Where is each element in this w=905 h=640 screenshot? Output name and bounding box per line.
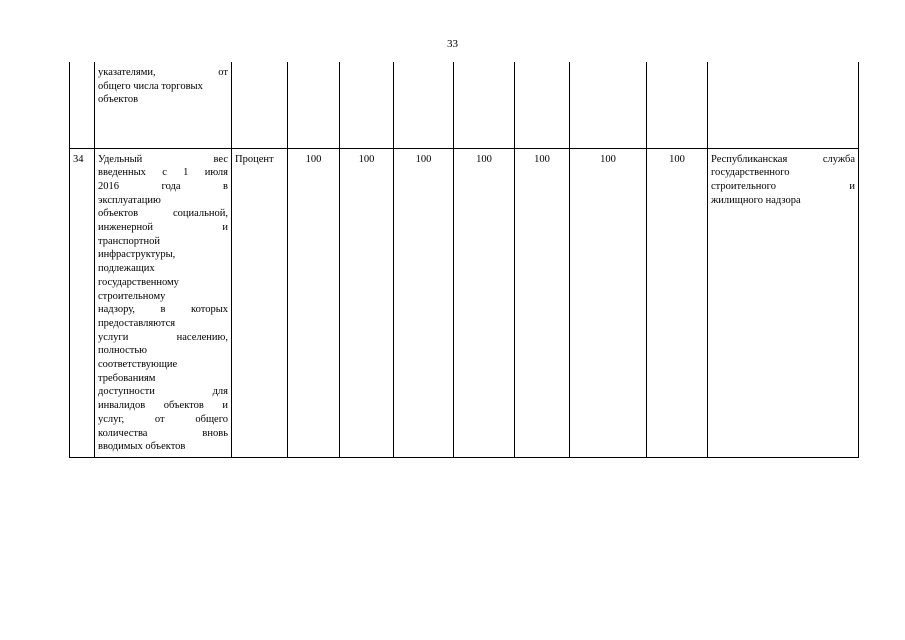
cell-value: [570, 62, 647, 148]
indicator-line: услуги населению,: [98, 331, 228, 343]
table-row: [70, 148, 859, 457]
indicator-line: услуг, от общего: [98, 413, 228, 425]
cell-value: [288, 62, 340, 148]
indicator-line: объектов: [98, 94, 139, 106]
indicator-line: подлежащих: [98, 263, 155, 275]
cell-value: [340, 62, 394, 148]
cell-value: 100: [340, 148, 394, 457]
cell-value: 100: [454, 148, 515, 457]
table-row-continuation: [70, 62, 859, 148]
cell-indicator: [95, 62, 232, 148]
indicator-line: инфраструктуры,: [98, 249, 176, 261]
indicators-table: [69, 62, 859, 458]
indicator-line: доступности для: [98, 386, 228, 398]
responsible-line: государственного: [711, 167, 790, 179]
cell-value: 100: [570, 148, 647, 457]
responsible-line: Республиканская служба: [711, 153, 855, 165]
cell-value: 100: [288, 148, 340, 457]
cell-responsible: [708, 148, 859, 457]
indicator-line: транспортной: [98, 235, 160, 247]
cell-value: [515, 62, 570, 148]
indicator-line: требованиям: [98, 372, 156, 384]
indicator-line: эксплуатацию: [98, 194, 161, 206]
responsible-line: жилищного надзора: [711, 194, 801, 206]
cell-value: [454, 62, 515, 148]
cell-responsible: [708, 62, 859, 148]
cell-value: 100: [647, 148, 708, 457]
responsible-line: строительного и: [711, 180, 855, 192]
cell-value: 100: [515, 148, 570, 457]
cell-value: 100: [394, 148, 454, 457]
cell-value: [394, 62, 454, 148]
indicator-line: введенных с 1 июля: [98, 167, 228, 179]
indicator-line: вводимых объектов: [98, 441, 186, 453]
cell-indicator: [95, 148, 232, 457]
indicator-line: строительному: [98, 290, 166, 302]
indicator-line: количества вновь: [98, 427, 228, 439]
indicator-line: соответствующие: [98, 359, 178, 371]
indicator-line: общего числа торговых: [98, 80, 203, 92]
page-number: 33: [447, 38, 458, 50]
indicator-line: инвалидов объектов и: [98, 400, 228, 412]
cell-num: [70, 62, 95, 148]
indicator-line: инженерной и: [98, 222, 228, 234]
indicator-line: объектов социальной,: [98, 208, 228, 220]
indicator-line: 2016 года в: [98, 180, 228, 192]
cell-num: 34: [70, 148, 95, 457]
cell-value: [647, 62, 708, 148]
indicator-line: полностью: [98, 345, 147, 357]
indicator-line: надзору, в которых: [98, 304, 228, 316]
indicator-line: Удельный вес: [98, 153, 228, 165]
cell-unit: [232, 62, 288, 148]
cell-unit: Процент: [232, 148, 288, 457]
indicator-line: государственному: [98, 276, 179, 288]
indicator-line: указателями, от: [98, 67, 228, 78]
indicator-line: предоставляются: [98, 317, 176, 329]
